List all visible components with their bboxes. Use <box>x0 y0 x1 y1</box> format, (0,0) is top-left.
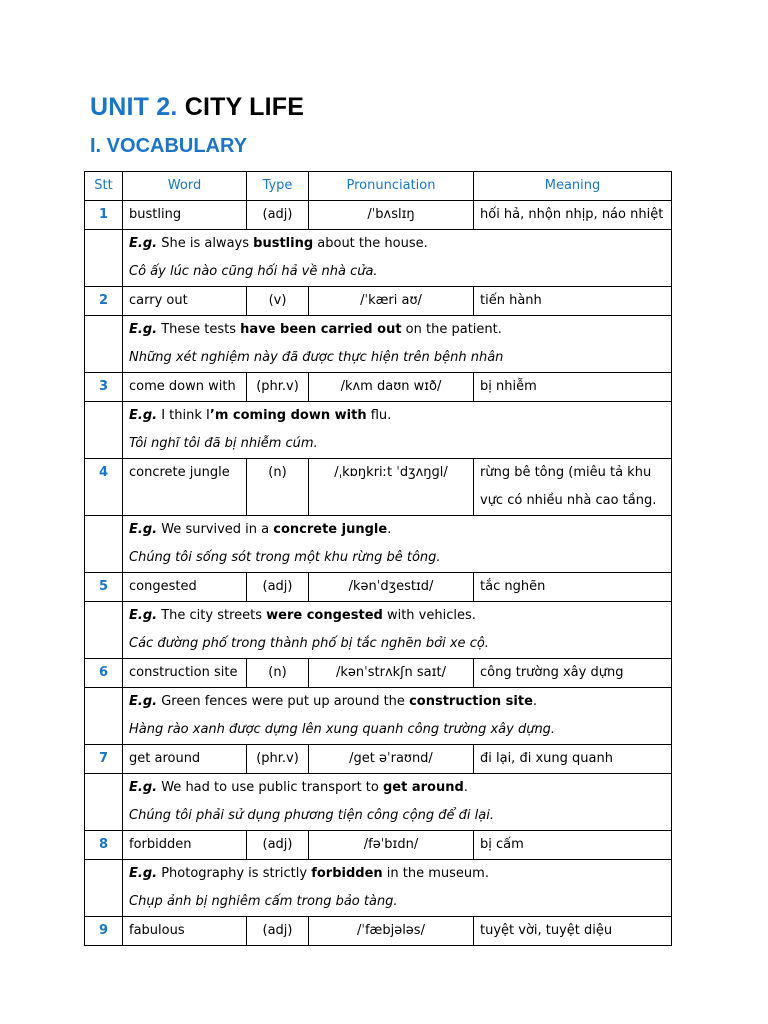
entry-meaning: tiến hành <box>474 287 672 316</box>
entry-type: (n) <box>247 459 309 516</box>
example-text-before: The city streets <box>161 608 267 623</box>
entry-word: concrete jungle <box>123 459 247 516</box>
entry-meaning: bị cấm <box>474 831 672 860</box>
entry-number: 1 <box>85 201 123 230</box>
example-sentence <box>129 516 665 544</box>
entry-pronunciation: /kənˈdʒestɪd/ <box>309 573 474 602</box>
example-translation: Những xét nghiệm này đã được thực hiện trên bệnh nhân <box>129 350 504 365</box>
header-type: Type <box>247 172 309 201</box>
example-index-cell <box>85 860 123 917</box>
entry-number: 9 <box>85 917 123 946</box>
entry-meaning: tắc nghẽn <box>474 573 672 602</box>
word-row <box>85 831 672 860</box>
eg-label: E.g. <box>129 522 158 537</box>
example-text-before: These tests <box>161 322 241 337</box>
vocabulary-body <box>85 201 672 946</box>
example-sentence <box>129 230 665 258</box>
example-index-cell <box>85 402 123 459</box>
example-cell <box>123 860 672 917</box>
entry-word: congested <box>123 573 247 602</box>
entry-meaning: đi lại, đi xung quanh <box>474 745 672 774</box>
example-cell <box>123 688 672 745</box>
example-translation: Chụp ảnh bị nghiêm cấm trong bảo tàng. <box>129 894 398 909</box>
example-cell <box>123 516 672 573</box>
example-translation: Tôi nghĩ tôi đã bị nhiễm cúm. <box>129 436 318 451</box>
example-text-before: We had to use public transport to <box>161 780 383 795</box>
entry-type: (adj) <box>247 831 309 860</box>
example-translation: Hàng rào xanh được dựng lên xung quanh công trường xây dựng. <box>129 722 556 737</box>
example-sentence <box>129 860 665 888</box>
header-stt: Stt <box>85 172 123 201</box>
example-cell <box>123 602 672 659</box>
word-row <box>85 917 672 946</box>
word-row <box>85 373 672 402</box>
example-index-cell <box>85 774 123 831</box>
entry-number: 4 <box>85 459 123 516</box>
example-row <box>85 688 672 745</box>
example-keyword: concrete jungle <box>273 522 388 537</box>
example-text-after: about the house. <box>313 236 428 251</box>
section-heading: I. VOCABULARY <box>90 135 248 157</box>
example-translation: Chúng tôi sống sót trong một khu rừng bê tông. <box>129 550 441 565</box>
entry-word: bustling <box>123 201 247 230</box>
entry-number: 6 <box>85 659 123 688</box>
entry-word: carry out <box>123 287 247 316</box>
example-text-before: We survived in a <box>161 522 274 537</box>
example-text-after: flu. <box>366 408 392 423</box>
example-cell <box>123 402 672 459</box>
header-row <box>85 172 672 201</box>
example-row <box>85 602 672 659</box>
entry-word: fabulous <box>123 917 247 946</box>
entry-pronunciation: /ˈkæri aʊ/ <box>309 287 474 316</box>
entry-word: construction site <box>123 659 247 688</box>
example-row <box>85 860 672 917</box>
example-sentence <box>129 774 665 802</box>
example-text-after: in the museum. <box>382 866 489 881</box>
example-sentence <box>129 316 665 344</box>
unit-name: CITY LIFE <box>184 93 305 121</box>
word-row <box>85 459 672 516</box>
example-text-after: with vehicles. <box>382 608 476 623</box>
entry-pronunciation: /get əˈraʊnd/ <box>309 745 474 774</box>
entry-meaning: rừng bê tông (miêu tả khu vực có nhiều nhà cao tầng. <box>474 459 672 516</box>
eg-label: E.g. <box>129 408 158 423</box>
example-keyword: forbidden <box>311 866 383 881</box>
entry-pronunciation: /kʌm daʊn wɪð/ <box>309 373 474 402</box>
entry-type: (adj) <box>247 573 309 602</box>
entry-meaning: công trường xây dựng <box>474 659 672 688</box>
example-sentence <box>129 402 665 430</box>
example-keyword: bustling <box>253 236 314 251</box>
example-translation: Chúng tôi phải sử dụng phương tiện công cộng để đi lại. <box>129 808 494 823</box>
entry-type: (adj) <box>247 917 309 946</box>
example-text-after: . <box>463 780 468 795</box>
example-index-cell <box>85 316 123 373</box>
entry-pronunciation: /ˈfæbjələs/ <box>309 917 474 946</box>
entry-pronunciation: /kənˈstrʌkʃn saɪt/ <box>309 659 474 688</box>
example-text-after: . <box>387 522 392 537</box>
entry-type: (phr.v) <box>247 745 309 774</box>
example-row <box>85 316 672 373</box>
unit-number: UNIT 2. <box>90 93 178 121</box>
entry-type: (phr.v) <box>247 373 309 402</box>
example-text-after: . <box>532 694 538 709</box>
example-translation: Cô ấy lúc nào cũng hối hả về nhà cửa. <box>129 264 378 279</box>
entry-type: (n) <box>247 659 309 688</box>
example-row <box>85 516 672 573</box>
example-text-after: on the patient. <box>401 322 502 337</box>
example-index-cell <box>85 602 123 659</box>
example-text-before: I think I <box>161 408 210 423</box>
example-sentence <box>129 688 665 716</box>
example-index-cell <box>85 516 123 573</box>
header-pronunciation: Pronunciation <box>309 172 474 201</box>
example-index-cell <box>85 230 123 287</box>
unit-title <box>90 93 304 122</box>
example-cell <box>123 316 672 373</box>
header-word: Word <box>123 172 247 201</box>
example-translation: Các đường phố trong thành phố bị tắc nghẽn bởi xe cộ. <box>129 636 489 651</box>
example-text-before: Green fences were put up around the <box>161 694 410 709</box>
example-index-cell <box>85 688 123 745</box>
entry-meaning: tuyệt vời, tuyệt diệu <box>474 917 672 946</box>
entry-pronunciation: /ˈbʌslɪŋ <box>309 201 474 230</box>
entry-number: 5 <box>85 573 123 602</box>
entry-meaning: bị nhiễm <box>474 373 672 402</box>
word-row <box>85 745 672 774</box>
word-row <box>85 287 672 316</box>
entry-word: come down with <box>123 373 247 402</box>
entry-word: forbidden <box>123 831 247 860</box>
word-row <box>85 573 672 602</box>
entry-pronunciation: /ˌkɒŋkriːt ˈdʒʌŋɡl/ <box>309 459 474 516</box>
example-keyword: get around <box>383 780 464 795</box>
entry-type: (v) <box>247 287 309 316</box>
eg-label: E.g. <box>129 322 158 337</box>
example-row <box>85 774 672 831</box>
entry-type: (adj) <box>247 201 309 230</box>
word-row <box>85 201 672 230</box>
eg-label: E.g. <box>129 608 158 623</box>
example-sentence <box>129 602 665 630</box>
example-row <box>85 402 672 459</box>
entry-number: 8 <box>85 831 123 860</box>
entry-number: 2 <box>85 287 123 316</box>
example-text-before: Photography is strictly <box>161 866 312 881</box>
example-keyword: ’m coming down with <box>209 408 367 423</box>
example-cell <box>123 230 672 287</box>
eg-label: E.g. <box>129 780 158 795</box>
example-text-before: She is always <box>161 236 254 251</box>
entry-number: 3 <box>85 373 123 402</box>
entry-word: get around <box>123 745 247 774</box>
entry-meaning: hối hả, nhộn nhịp, náo nhiệt <box>474 201 672 230</box>
example-keyword: have been carried out <box>240 322 402 337</box>
eg-label: E.g. <box>129 236 158 251</box>
header-meaning: Meaning <box>474 172 672 201</box>
example-cell <box>123 774 672 831</box>
word-row <box>85 659 672 688</box>
example-keyword: construction site <box>409 694 533 709</box>
entry-number: 7 <box>85 745 123 774</box>
entry-pronunciation: /fəˈbɪdn/ <box>309 831 474 860</box>
example-keyword: were congested <box>266 608 383 623</box>
eg-label: E.g. <box>129 866 158 881</box>
eg-label: E.g. <box>129 694 158 709</box>
example-row <box>85 230 672 287</box>
vocabulary-table <box>84 171 672 946</box>
